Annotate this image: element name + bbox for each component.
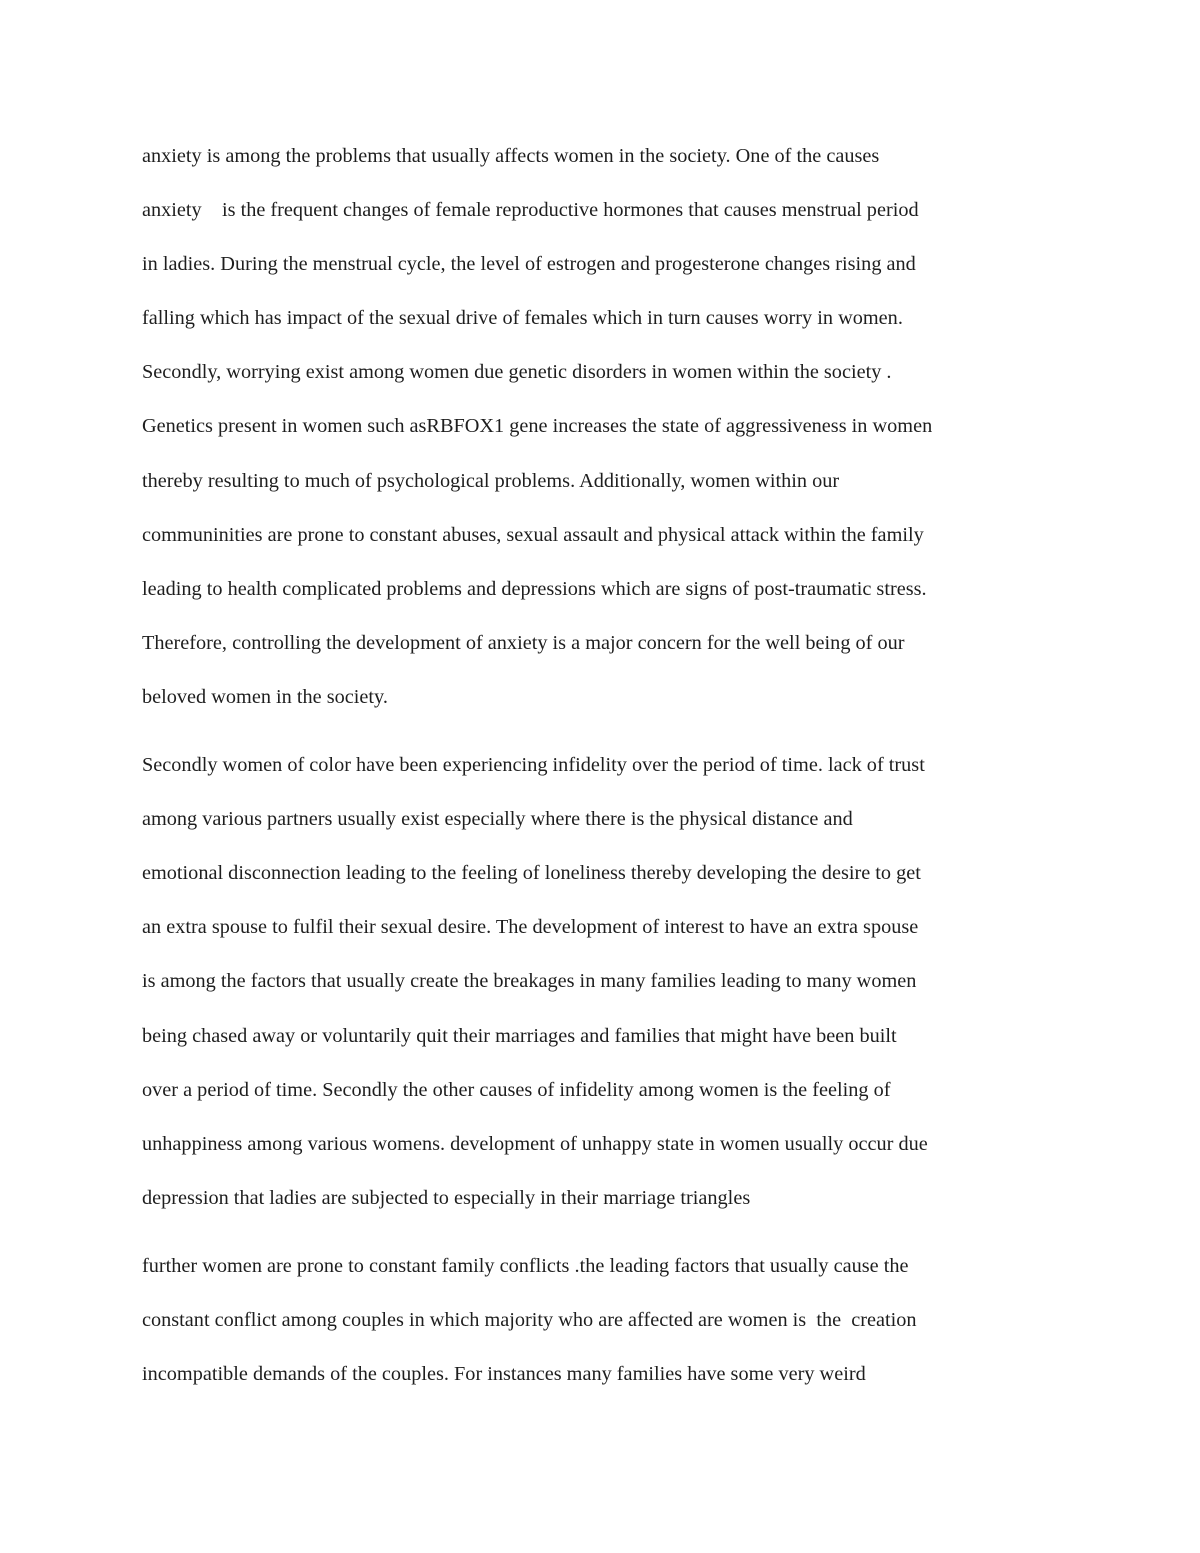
- paragraph-anxiety: [142, 129, 1072, 724]
- text-line: communinities are prone to constant abuses, sexual assault and physical attack within the family: [142, 523, 924, 546]
- text-line: Secondly women of color have been experiencing infidelity over the period of time. lack of trust: [142, 754, 925, 777]
- text-line: anxiety is among the problems that usually affects women in the society. One of the causes: [142, 145, 880, 167]
- paragraph-infidelity: [142, 738, 1072, 1225]
- text-line: over a period of time. Secondly the other causes of infidelity among women is the feeling of: [142, 1078, 891, 1101]
- text-line: thereby resulting to much of psychological problems. Additionally, women within our: [142, 469, 840, 492]
- text-line: emotional disconnection leading to the feeling of loneliness thereby developing the desire to get: [142, 862, 921, 885]
- paragraph-spacer: [142, 1225, 1072, 1239]
- text-line: Secondly, worrying exist among women due genetic disorders in women within the society .: [142, 361, 892, 384]
- text-line: leading to health complicated problems and depressions which are signs of post-traumatic stress.: [142, 577, 927, 600]
- text-line: anxiety is the frequent changes of female reproductive hormones that causes menstrual period: [142, 199, 919, 222]
- text-line: further women are prone to constant family conflicts .the leading factors that usually cause the: [142, 1254, 909, 1277]
- text-line: constant conflict among couples in which majority who are affected are women is the creation: [142, 1308, 917, 1331]
- text-line: beloved women in the society.: [142, 685, 388, 708]
- text-line: falling which has impact of the sexual drive of females which in turn causes worry in women.: [142, 307, 903, 330]
- paragraph-family-conflicts: [142, 1239, 1072, 1401]
- text-line: incompatible demands of the couples. For instances many families have some very weird: [142, 1363, 866, 1386]
- text-line: Therefore, controlling the development of anxiety is a major concern for the well being of our: [142, 631, 905, 654]
- text-line: among various partners usually exist especially where there is the physical distance and: [142, 808, 853, 831]
- paragraph-spacer: [142, 724, 1072, 738]
- text-line: depression that ladies are subjected to especially in their marriage triangles: [142, 1186, 751, 1209]
- text-line: is among the factors that usually create the breakages in many families leading to many women: [142, 970, 917, 993]
- text-line: an extra spouse to fulfil their sexual desire. The development of interest to have an extra spouse: [142, 916, 919, 939]
- text-line: Genetics present in women such asRBFOX1 gene increases the state of aggressiveness in women: [142, 415, 933, 438]
- text-line: unhappiness among various womens. development of unhappy state in women usually occur due: [142, 1132, 928, 1155]
- document-body: [142, 129, 1072, 1401]
- text-line: in ladies. During the menstrual cycle, the level of estrogen and progesterone changes rising and: [142, 253, 916, 276]
- text-line: being chased away or voluntarily quit their marriages and families that might have been built: [142, 1024, 897, 1047]
